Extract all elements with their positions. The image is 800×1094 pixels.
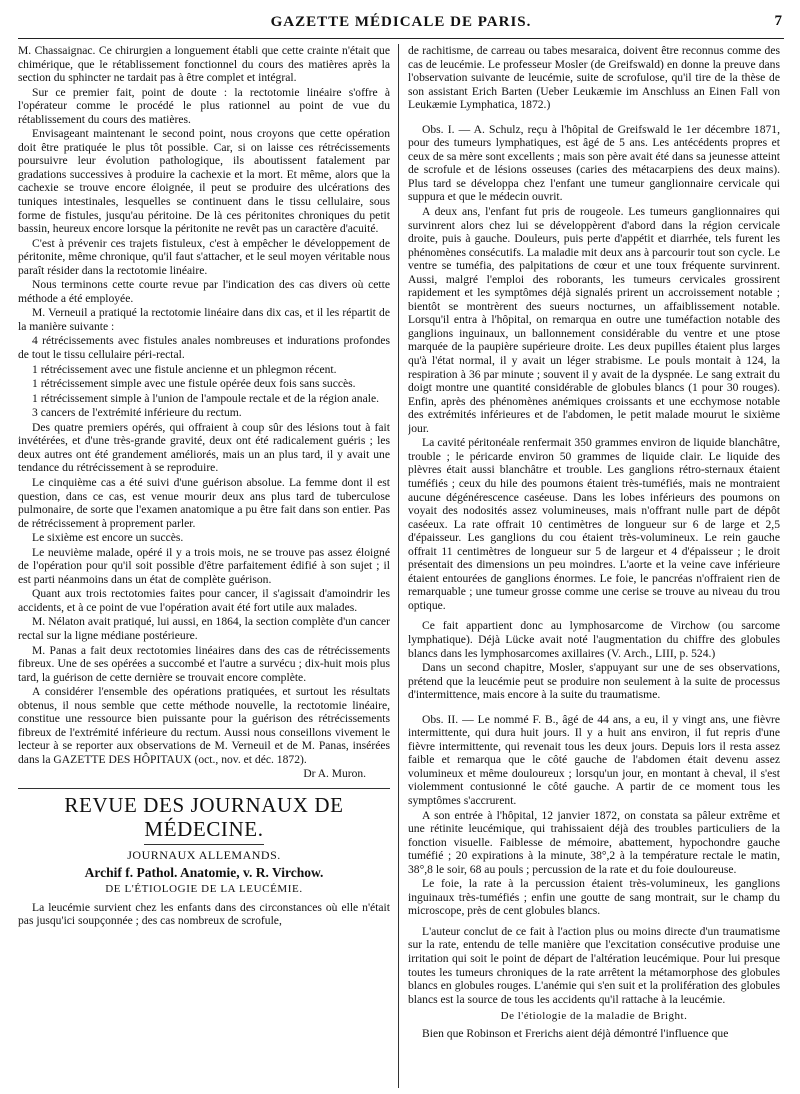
paragraph: de rachitisme, de carreau ou tabes mesaraica, doivent être reconnus comme des cas de leucémie. Le professeur Mosler (de Greifswald) en donne la preuve dans l'observation suivante de leucémie, suite de scrofulose, qu'il tire de la thèse de son assistant Erich Barten (Ueber Leukæmie im Anschluss an Einen Fall von Leukæmie Lymphatica, 1872.) bbox=[408, 44, 780, 112]
title-underline bbox=[144, 844, 264, 845]
newspaper-page bbox=[18, 8, 784, 1088]
paragraph: Le sixième est encore un succès. bbox=[32, 531, 184, 545]
observation-paragraph: Obs. II. — Le nommé F. B., âgé de 44 ans, a eu, il y vingt ans, une fièvre intermittente, qui dura huit jours. Il y a huit ans environ, il fut repris d'une fièvre intermittente, qui revenait tous les deux jours. Depuis lors il resta assez faible et remarqua que le côté gauche de l'abdomen était devenu assez volumineux et même douloureux ; lorsqu'un jour, en montant à cheval, il s'est violemment contusionné le côté gauche. A partir de ce moment tous les symptômes s'accrurent. bbox=[408, 712, 780, 807]
paragraph: Le foie, la rate à la percussion étaient très-volumineux, les ganglions inguinaux très-tuméfiés ; enfin une goutte de sang montrait, sur le champ du microscope, près de cent globules blancs. bbox=[408, 877, 780, 918]
paragraph: Nous terminons cette courte revue par l'indication des cas divers où cette méthode a été employée. bbox=[18, 278, 390, 305]
section-title: De l'étiologie de la maladie de Bright. bbox=[500, 1010, 688, 1023]
spacer bbox=[408, 113, 780, 119]
paragraph: A considérer l'ensemble des opérations pratiquées, et surtout les résultats obtenus, il nous semble que cette méthode nouvelle, la rectotomie linéaire, constitue une ressource bien puissante pour la guérison des rétrécissements fibreux de l'extrémité inférieure du rectum. Aussi nous conseillons vivement le lecteur à se reporter aux observations de M. Verneuil et de M. Panas, insérées dans la GAZETTE DES HÔPITAUX (oct., nov. et déc. 1872). bbox=[18, 685, 390, 766]
paragraph: Le neuvième malade, opéré il y a trois mois, ne se trouve pas assez éloigné de l'opération pour qu'il soit possible d'être parfaitement édifié à son sujet ; il est parti néanmoins dans un état de complète guérison. bbox=[18, 545, 390, 586]
list-item: 1 rétrécissement avec une fistule ancienne et un phlegmon récent. bbox=[32, 362, 337, 376]
list-item: 4 rétrécissements avec fistules anales nombreuses et indurations profondes de tout le tissu cellulaire péri-rectal. bbox=[18, 334, 390, 362]
paragraph: Bien que Robinson et Frerichs aient déjà démontré l'influence que bbox=[422, 1026, 729, 1040]
article-title: DE L'ÉTIOLOGIE DE LA LEUCÉMIE. bbox=[105, 883, 303, 896]
paragraph: Quant aux trois rectotomies faites pour cancer, il s'agissait d'amoindrir les accidents, et à ce point de vue l'opération avait été fort utile aux malades. bbox=[18, 587, 390, 614]
right-column bbox=[408, 44, 780, 1088]
paragraph: La leucémie survient chez les enfants dans des circonstances où elle n'était pas jusqu'ici soupçonnée ; des cas nombreux de scrofule, bbox=[18, 900, 390, 928]
paragraph: Envisageant maintenant le second point, nous croyons que cette opération doit être pratiquée le plus tôt possible. Car, si on laisse ces rétrécissements poursuivre leur évolution pathologique, ils aboutissent fatalement par gradations successives à produire la cachexie et la mort. Et même, alors que la cachexie se trouve encore éloignée, il peut se produire des ulcérations des tuniques intestinales, lesquelles se continuent dans le tissu cellulaire, sous forme de fistules, jusqu'au péritoine. De là ces péritonites chroniques du petit bassin, heureux encore lorsque la péritonite ne revêt pas un caractère d'acuité. bbox=[18, 127, 390, 236]
journal-title: GAZETTE MÉDICALE DE PARIS. bbox=[270, 14, 532, 30]
paragraph: A deux ans, l'enfant fut pris de rougeole. Les tumeurs ganglionnaires qui survinrent alors chez lui se développèrent d'abord dans la région cervicale droite, puis à gauche. Douleurs, puis perte d'appétit et diarrhée, tels furent les phénomènes consécutifs. La maladie mit deux ans à parcourir tout son cycle. Le ventre se tuméfia, des palpitations de cœur et une toux fréquente survinrent. Aussi, malgré l'emploi des roborants, les tumeurs cervicales grossirent rapidement et les symptômes déjà signalés prirent un accroissement notable ; bientôt se montrèrent des sueurs nocturnes, un affaiblissement notable. Lorsqu'il entra à l'hôpital, on remarqua en outre une tuméfaction notable des ganglions inguinaux, un ballonnement considérable du ventre et une ptose marquée de la paupière supérieure droite. Les deux pupilles étaient plus larges qu'à l'état normal, il y avait un léger strabisme. Le pouls montait à 124, la respiration à 36 par minute ; souvent il y avait de la dyspnée. Le sang extrait du doigt montre une quantité considérable de globules blancs (1 pour 30 rouges). Enfin, après des phénomènes anémiques croissants et une ecchymose notable des extrémités inférieures et de l'abdomen, le petit malade mourut le sixième jour. bbox=[408, 205, 780, 435]
page-header bbox=[18, 8, 784, 39]
author-signature: Dr A. Muron. bbox=[303, 768, 366, 781]
paragraph: Dans un second chapitre, Mosler, s'appuyant sur une de ses observations, prétend que la leucémie peut se produire non seulement à la suite de processus d'intermittence, mais encore à la suite du traumatisme. bbox=[408, 661, 780, 702]
paragraph: M. Verneuil a pratiqué la rectotomie linéaire dans dix cas, et il les répartit de la manière suivante : bbox=[18, 306, 390, 333]
journal-name: Archif f. Pathol. Anatomie, v. R. Virchow. bbox=[84, 864, 324, 880]
paragraph: Le cinquième cas a été suivi d'une guérison absolue. La femme dont il est question, dans ce cas, est venue mourir deux ans plus tard de tuberculose pulmonaire, de sorte que l'examen anatomique a pu être fait dans son entier. Pas de rétrécissement à proprement parler. bbox=[18, 475, 390, 530]
section-divider bbox=[18, 788, 390, 789]
paragraph: L'auteur conclut de ce fait à l'action plus ou moins directe d'un traumatisme sur la rate, entendu de telle manière que l'excitation consécutive produise une irritation qui soit le point de départ de l'altération leucémique. Pour lui presque toutes les tumeurs chroniques de la rate arrêtent la métamorphose des globules blancs en globules rouges. L'anémie qui s'en suit et la prolifération des globules blancs est la source de tous les accidents qu'il rattache à la leucémie. bbox=[408, 924, 780, 1006]
column-separator bbox=[398, 44, 399, 1088]
list-item: 3 cancers de l'extrémité inférieure du rectum. bbox=[32, 406, 242, 420]
paragraph: C'est à prévenir ces trajets fistuleux, c'est à empêcher le développement de péritonite, même chronique, qu'il faut s'attacher, et le seul moyen véritable nous paraît résider dans la rectotomie linéaire. bbox=[18, 236, 390, 277]
paragraph: Des quatre premiers opérés, qui offraient à coup sûr des lésions tout à fait invétérées, et d'une très-grande gravité, deux ont été radicalement guéris ; les deux autres ont été grandement améliorés, mais un an plus tard, il y avait une tendance du rétrécissement à se reproduire. bbox=[18, 420, 390, 475]
text-columns bbox=[18, 44, 784, 1088]
list-item: 1 rétrécissement simple à l'union de l'ampoule rectale et de la région anale. bbox=[32, 391, 380, 405]
paragraph: La cavité péritonéale renfermait 350 grammes environ de liquide blanchâtre, trouble ; le péricarde environ 50 grammes de liquide clair. Le liquide des plèvres était aussi blanchâtre et trouble. Les ganglions rétro-sternaux étaient tuméfiés ; ceux du hile des poumons étaient très-tuméfiés, mais ne montraient aucune dégénérescence caséeuse. Dans les lobes inférieurs des poumons on voyait des nodosités assez volumineuses, mais n'offrant nulle part de dépôt caséeux. La rate offrait 10 centimètres de longueur sur 6 de large et 2,5 d'épaisseur. Les ganglions du cou étaient très-volumineux. Le rein gauche offrait 11 centimètres de longueur sur 5 de largeur et 4 d'épaisseur ; le droit présentait des dimensions un peu moindres. L'aorte et la veine cave inférieure étaient entourées de ganglions énormes. Le foie, le pancréas n'offraient rien de remarquable ; une tumeur grosse comme une cerise se trouve au niveau du trou optique. bbox=[408, 436, 780, 612]
list-item: 1 rétrécissement simple avec une fistule opérée deux fois sans succès. bbox=[32, 377, 356, 391]
revue-subtitle: JOURNAUX ALLEMANDS. bbox=[127, 847, 281, 862]
paragraph: M. Panas a fait deux rectotomies linéaires dans des cas de rétrécissements fibreux. Une de ses opérées a succombé et l'autre a survécu ; dix-huit mois plus tard, la guérison de cette dernière se trouvait encore complète. bbox=[18, 643, 390, 684]
left-column bbox=[18, 44, 390, 1088]
paragraph: A son entrée à l'hôpital, 12 janvier 1872, on constata sa pâleur extrême et une rétinite leucémique, qui trahissaient déjà des troubles particuliers de la fonction visuelle. Faiblesse de mémoire, abattement, hypochondre gauche tuméfié ; 20 expirations à la minute, 38°,2 à la température rectale le matin, 38°,8 le soir, 68 au pouls ; percussion de la rate et du foie douloureuse. bbox=[408, 808, 780, 876]
paragraph: Sur ce premier fait, point de doute : la rectotomie linéaire s'offre à l'opérateur comme le procédé le plus rationnel au point de vue du rétablissement du cours des matières. bbox=[18, 85, 390, 126]
page-number: 7 bbox=[774, 13, 782, 29]
paragraph: M. Nélaton avait pratiqué, lui aussi, en 1864, la section complète d'un cancer rectal sur la ligne médiane postérieure. bbox=[18, 615, 390, 642]
observation-paragraph: Obs. I. — A. Schulz, reçu à l'hôpital de Greifswald le 1er décembre 1871, pour des tumeurs lymphatiques, est âgé de 5 ans. Les antécédents propres et ceux de sa mère sont excellents ; mais son père avait été dans sa jeunesse atteint de scrofule et de lésions osseuses (caries des métacarpiens des deux mains). Plus tard se développa chez l'enfant une tumeur ganglionnaire cervicale qui suppura et que le médecin ouvrit. bbox=[408, 122, 780, 204]
spacer bbox=[408, 703, 780, 709]
paragraph: Ce fait appartient donc au lymphosarcome de Virchow (ou sarcome lymphatique). Déjà Lücke avait noté l'augmentation du chiffre des globules blancs dans les lymphosarcomes axillaires (V. Arch., LIII, p. 524.) bbox=[408, 619, 780, 660]
paragraph: M. Chassaignac. Ce chirurgien a longuement établi que cette crainte n'était que chimérique, que le rétablissement fonctionnel du cours des matières après la section du sphincter ne tardait pas à être complet et intégral. bbox=[18, 44, 390, 85]
revue-title: REVUE DES JOURNAUX DE MÉDECINE. bbox=[64, 792, 344, 841]
